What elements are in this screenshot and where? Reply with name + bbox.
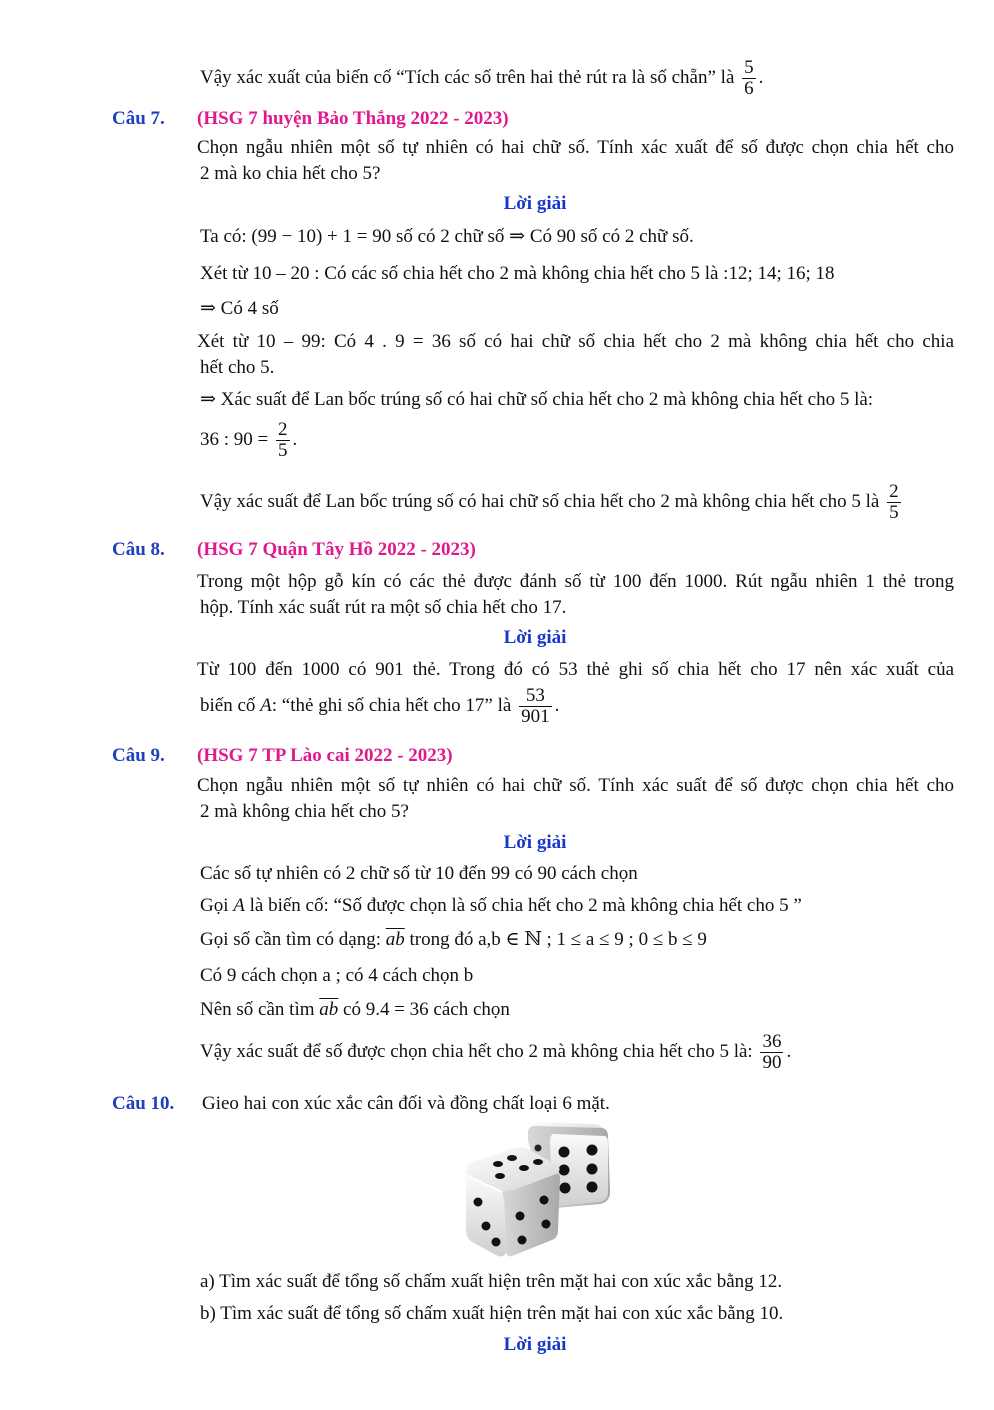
q7-solution-line4b: hết cho 5.: [200, 357, 275, 378]
dice-image: [462, 1118, 620, 1260]
q7-solution-line1: Ta có: (99 − 10) + 1 = 90 số có 2 chữ số ⇒ Có 90 số có 2 chữ số.: [200, 226, 694, 247]
q8-solution-line1: Từ 100 đến 1000 có 901 thẻ. Trong đó có 53 thẻ ghi số chia hết cho 17 nên xác xuất của: [197, 659, 954, 680]
question-label-10: Câu 10.: [112, 1093, 175, 1114]
question-label-9: Câu 9.: [112, 745, 165, 766]
fraction: $\frac{5}{6}$: [744, 57, 754, 99]
q7-problem-line2: 2 mà ko chia hết cho 5?: [200, 163, 381, 184]
q9-solution-line2: Gọi A là biến cố: “Số được chọn là số chia hết cho 2 mà không chia hết cho 5 ”: [200, 895, 802, 916]
front-die: [466, 1147, 560, 1256]
q10-part-b: b) Tìm xác suất để tổng số chấm xuất hiện trên mặt hai con xúc xắc bằng 10.: [200, 1303, 784, 1324]
q8-solution-line2: biến cố A: “thẻ ghi số chia hết cho 17” là $\frac{53}{901}$ .: [200, 685, 560, 727]
q9-problem-line1: Chọn ngẫu nhiên một số tự nhiên có hai chữ số. Tính xác suất để số được chọn chia hết cho: [197, 775, 954, 796]
q10-problem: Gieo hai con xúc xắc cân đối và đồng chất loại 6 mặt.: [202, 1093, 610, 1114]
question-label-7: Câu 7.: [112, 108, 165, 129]
q7-solution-line4a: Xét từ 10 – 99: Có 4 . 9 = 36 số có hai chữ số chia hết cho 2 mà không chia hết cho chia: [197, 331, 954, 352]
q7-solution-line5: ⇒ Xác suất để Lan bốc trúng số có hai chữ số chia hết cho 2 mà không chia hết cho 5 là:: [200, 389, 874, 410]
q9-solution-title: Lời giải: [503, 832, 567, 853]
intro-conclusion: Vậy xác xuất của biến cố “Tích các số trên hai thẻ rút ra là số chẵn” là $\frac{5}{6}$ .: [200, 57, 764, 99]
q7-solution-line3: ⇒ Có 4 số: [200, 298, 279, 319]
q9-solution-line5: Nên số cần tìm $\overline{ab}$ có 9.4 = 36 cách chọn: [200, 999, 510, 1020]
q7-solution-line2: Xét từ 10 – 20 : Có các số chia hết cho 2 mà không chia hết cho 5 là :12; 14; 16; 18: [200, 263, 835, 284]
fraction: $\frac{36}{90}$: [762, 1031, 782, 1073]
question-source-8: (HSG 7 Quận Tây Hồ 2022 - 2023): [197, 539, 476, 560]
q8-solution-title: Lời giải: [503, 627, 567, 648]
q10-solution-title: Lời giải: [503, 1334, 567, 1355]
q7-problem-line1: Chọn ngẫu nhiên một số tự nhiên có hai chữ số. Tính xác xuất để số được chọn chia hết cho: [197, 137, 954, 158]
q7-solution-line7: Vậy xác suất để Lan bốc trúng số có hai chữ số chia hết cho 2 mà không chia hết cho 5 là $\frac{2}{5}$: [200, 481, 899, 523]
q9-solution-line4: Có 9 cách chọn a ; có 4 cách chọn b: [200, 965, 474, 986]
q8-problem-line1: Trong một hộp gỗ kín có các thẻ được đánh số từ 100 đến 1000. Rút ngẫu nhiên 1 thẻ trong: [197, 571, 954, 592]
q9-solution-line3: Gọi số cần tìm có dạng: $\overline{ab}$ trong đó a,b ∈ ℕ ; 1 ≤ a ≤ 9 ; 0 ≤ b ≤ 9: [200, 929, 707, 950]
fraction: $\frac{2}{5}$: [889, 481, 899, 523]
q9-solution-line1: Các số tự nhiên có 2 chữ số từ 10 đến 99 có 90 cách chọn: [200, 863, 638, 884]
q9-problem-line2: 2 mà không chia hết cho 5?: [200, 801, 409, 822]
fraction: $\frac{53}{901}$: [521, 685, 550, 727]
fraction: $\frac{2}{5}$: [278, 419, 288, 461]
q9-solution-line6: Vậy xác suất để số được chọn chia hết cho 2 mà không chia hết cho 5 là: $\frac{36}{90}$ .: [200, 1031, 792, 1073]
q7-solution-title: Lời giải: [503, 193, 567, 214]
question-label-8: Câu 8.: [112, 539, 165, 560]
q10-part-a: a) Tìm xác suất để tổng số chấm xuất hiện trên mặt hai con xúc xắc bằng 12.: [200, 1271, 783, 1292]
q8-problem-line2: hộp. Tính xác suất rút ra một số chia hết cho 17.: [200, 597, 567, 618]
q7-solution-line6: 36 : 90 = $\frac{2}{5}$ .: [200, 419, 298, 461]
question-source-7: (HSG 7 huyện Bảo Thắng 2022 - 2023): [197, 108, 509, 129]
question-source-9: (HSG 7 TP Lào cai 2022 - 2023): [197, 745, 453, 766]
